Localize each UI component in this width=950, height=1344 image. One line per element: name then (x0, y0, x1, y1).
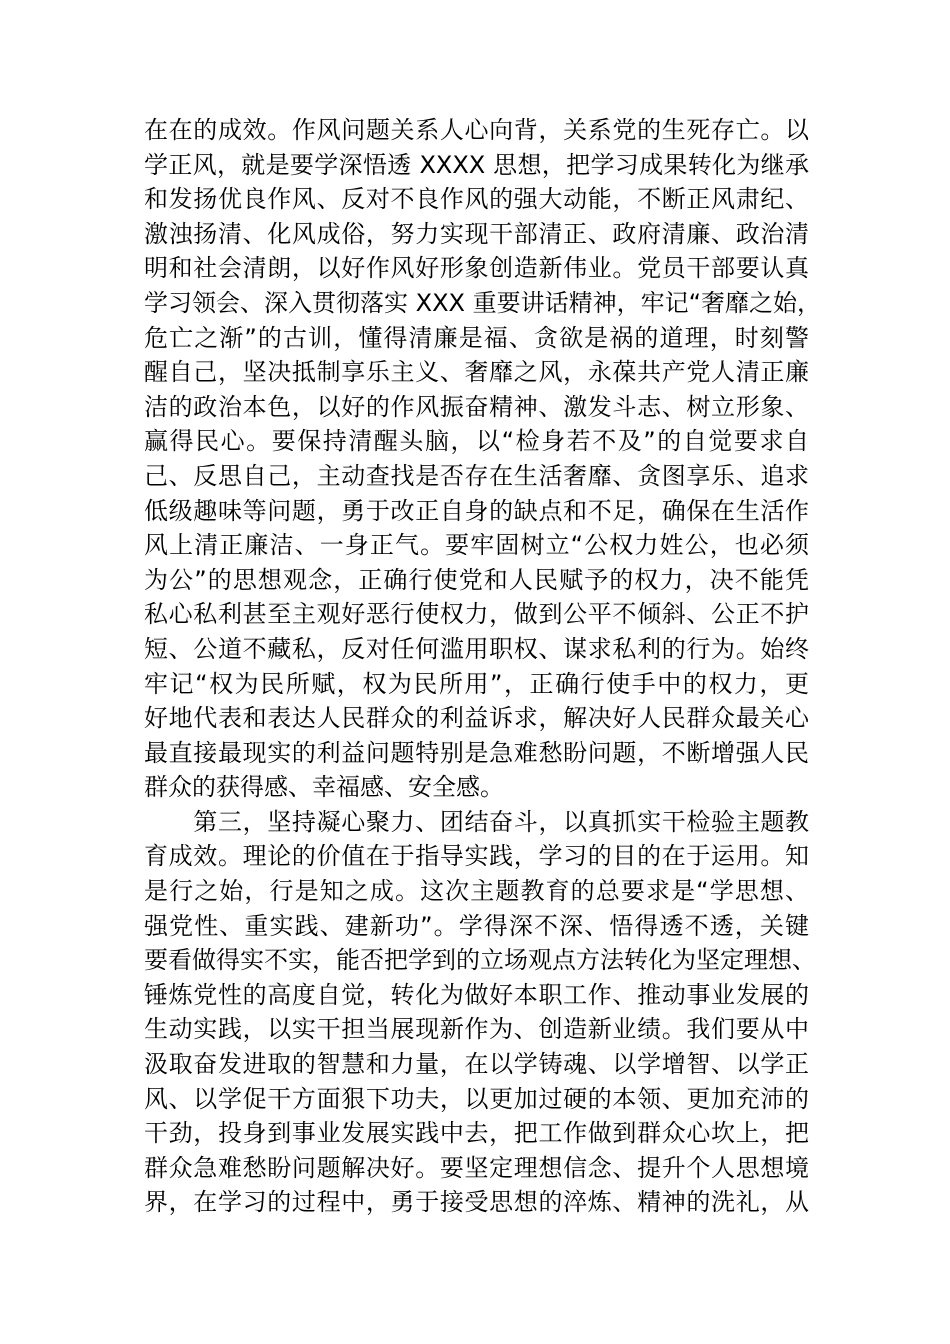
text-line: 学习领会、深入贯彻落实 XXX 重要讲话精神，牢记“奢靡之始， (144, 288, 822, 317)
text-line: 危亡之渐”的古训，懂得清廉是福、贪欲是祸的道理，时刻警 (144, 323, 809, 352)
text-line: 群众急难愁盼问题解决好。要坚定理想信念、提升个人思想境 (144, 1153, 809, 1182)
text-line: 为公”的思想观念，正确行使党和人民赋予的权力，决不能凭 (144, 565, 809, 594)
text-line: 风、以学促干方面狠下功夫，以更加过硬的本领、更加充沛的 (144, 1084, 809, 1113)
body-text (144, 113, 822, 1220)
text-line: 赢得民心。要保持清醒头脑，以“检身若不及”的自觉要求自 (144, 427, 809, 456)
paragraph-start-line: 第三，坚持凝心聚力、团结奋斗，以真抓实干检验主题教 (144, 807, 809, 836)
text-line: 学正风，就是要学深悟透 XXXX 思想，把学习成果转化为继承 (144, 150, 809, 179)
text-line: 是行之始，行是知之成。这次主题教育的总要求是“学思想、 (144, 877, 809, 906)
text-line: 和发扬优良作风、反对不良作风的强大动能，不断正风肃纪、 (144, 185, 809, 214)
text-line: 短、公道不藏私，反对任何滥用职权、谋求私利的行为。始终 (144, 634, 809, 663)
paragraph-end-line: 群众的获得感、幸福感、安全感。 (144, 773, 504, 802)
text-line: 牢记“权为民所赋，权为民所用”，正确行使手中的权力，更 (144, 669, 809, 698)
text-line: 低级趣味等问题，勇于改正自身的缺点和不足，确保在生活作 (144, 496, 809, 525)
text-line: 最直接最现实的利益问题特别是急难愁盼问题，不断增强人民 (144, 738, 809, 767)
text-line: 风上清正廉洁、一身正气。要牢固树立“公权力姓公，也必须 (144, 531, 809, 560)
text-line: 激浊扬清、化风成俗，努力实现干部清正、政府清廉、政治清 (144, 219, 809, 248)
text-line: 界，在学习的过程中，勇于接受思想的淬炼、精神的洗礼，从 (144, 1188, 809, 1217)
text-line: 己、反思自己，主动查找是否存在生活奢靡、贪图享乐、追求 (144, 461, 809, 490)
text-line: 干劲，投身到事业发展实践中去，把工作做到群众心坎上，把 (144, 1119, 809, 1148)
text-line: 在在的成效。作风问题关系人心向背，关系党的生死存亡。以 (144, 116, 809, 144)
text-line: 生动实践，以实干担当展现新作为、创造新业绩。我们要从中 (144, 1015, 809, 1044)
text-line: 洁的政治本色，以好的作风振奋精神、激发斗志、树立形象、 (144, 392, 809, 421)
text-line: 要看做得实不实，能否把学到的立场观点方法转化为坚定理想、 (144, 946, 816, 975)
text-line: 育成效。理论的价值在于指导实践，学习的目的在于运用。知 (144, 842, 809, 871)
text-line: 锤炼党性的高度自觉，转化为做好本职工作、推动事业发展的 (144, 980, 809, 1009)
text-line: 好地代表和表达人民群众的利益诉求，解决好人民群众最关心 (144, 704, 809, 733)
text-line: 醒自己，坚决抵制享乐主义、奢靡之风，永葆共产党人清正廉 (144, 358, 809, 387)
text-line: 明和社会清朗，以好作风好形象创造新伟业。党员干部要认真 (144, 254, 809, 283)
text-line: 汲取奋发进取的智慧和力量，在以学铸魂、以学增智、以学正 (144, 1050, 809, 1079)
text-line: 强党性、重实践、建新功”。学得深不深、悟得透不透，关键 (144, 911, 809, 940)
text-line: 私心私利甚至主观好恶行使权力，做到公平不倾斜、公正不护 (144, 600, 809, 629)
